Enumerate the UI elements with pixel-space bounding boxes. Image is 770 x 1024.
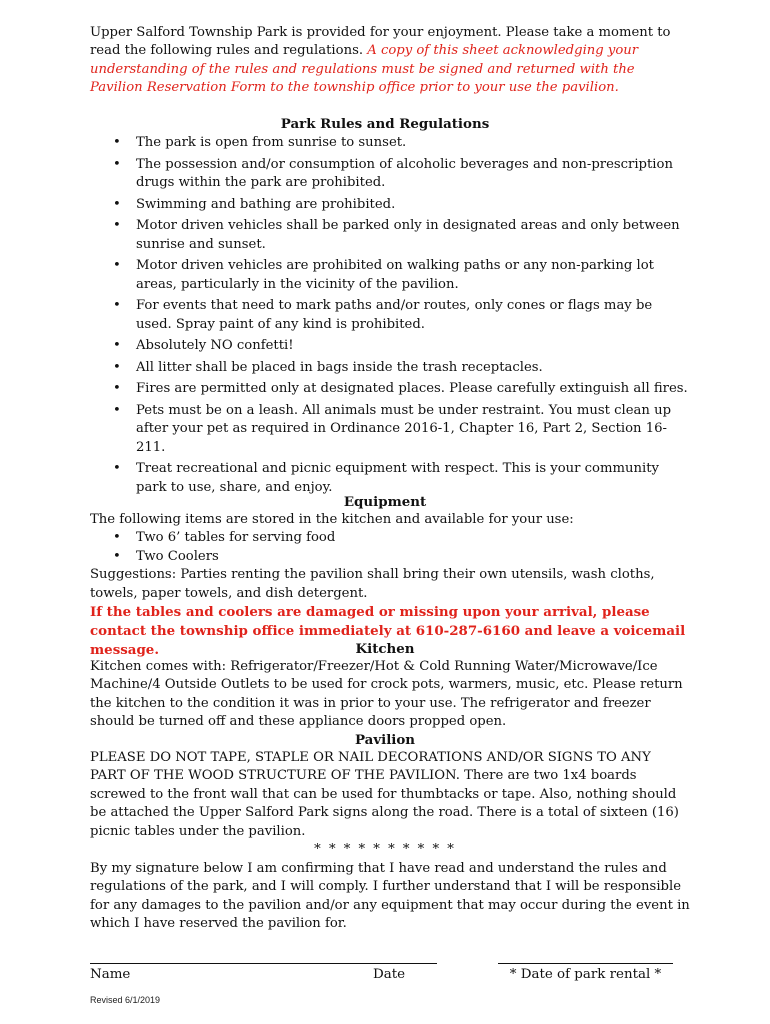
kitchen-heading: Kitchen — [355, 641, 415, 657]
separator-stars: * * * * * * * * * * — [314, 842, 456, 857]
equipment-section — [90, 511, 690, 660]
rule-item: • All litter shall be placed in bags inside the trash receptacles. — [90, 359, 690, 377]
equipment-item: • Two 6’ tables for serving food — [90, 529, 690, 547]
name-label: Name — [90, 967, 131, 982]
rule-item: • The park is open from sunrise to sunset. — [90, 134, 690, 152]
rental-date-label: * Date of park rental * — [509, 967, 662, 982]
rule-item: • Pets must be on a leash. All animals must be under restraint. You must clean up after your pet as required in Ordinance 2016-1, Chapter 16, Part 2, Section 16-211. — [90, 402, 690, 457]
rules-heading: Park Rules and Regulations — [280, 116, 490, 132]
rental-date-signature-line — [498, 963, 673, 964]
equipment-heading: Equipment — [343, 494, 427, 510]
intro-notice: A copy of this sheet acknowledging your understanding of the rules and regulations must be signed and returned with the Pavilion Reservation Form to the township office prior to your use the pavilion. — [90, 43, 639, 96]
acknowledgement-text: By my signature below I am confirming that I have read and understand the rules and regulations of the park, and I will comply. I further understand that I will be responsible for any damages to the pavilion and/or any equipment that may occur during the event in which I have reserved the pavilion for. — [90, 861, 690, 932]
rule-item: • Swimming and bathing are prohibited. — [90, 196, 690, 214]
rule-item: • Fires are permitted only at designated places. Please carefully extinguish all fires. — [90, 380, 690, 398]
rule-item: • Absolutely NO confetti! — [90, 337, 690, 355]
name-date-signature-line — [90, 963, 437, 964]
equipment-suggestions: Suggestions: Parties renting the pavilion shall bring their own utensils, wash cloths, towels, paper towels, and dish detergent. — [90, 567, 655, 601]
pavilion-text: PLEASE DO NOT TAPE, STAPLE OR NAIL DECORATIONS AND/OR SIGNS TO ANY PART OF THE WOOD STRUCTURE OF THE PAVILION. There are two 1x4 boards screwed to the front wall that can be used for thumbtacks or tape. Also, nothing should be attached the Upper Salford Park signs along the road. There is a total of sixteen (16) picnic tables under the pavilion. — [90, 750, 679, 839]
equipment-warning: If the tables and coolers are damaged or missing upon your arrival, please contact the township office immediately at 610-287-6160 and leave a voicemail message. — [90, 604, 686, 659]
intro-paragraph — [90, 24, 690, 98]
equipment-item: • Two Coolers — [90, 548, 690, 566]
revised-date: Revised 6/1/2019 — [90, 995, 161, 1005]
equipment-list — [90, 529, 690, 566]
pavilion-heading: Pavilion — [354, 732, 416, 748]
equipment-intro: The following items are stored in the kitchen and available for your use: — [90, 512, 574, 527]
intro-lead: Upper Salford Township Park is provided for your enjoyment. Please take a moment to read the following rules and regulations. — [90, 25, 671, 59]
rule-item: • Motor driven vehicles are prohibited on walking paths or any non-parking lot areas, particularly in the vicinity of the pavilion. — [90, 257, 690, 294]
rule-item: • The possession and/or consumption of alcoholic beverages and non-prescription drugs within the park are prohibited. — [90, 156, 690, 193]
kitchen-text: Kitchen comes with: Refrigerator/Freezer/Hot & Cold Running Water/Microwave/Ice Machine/4 Outside Outlets to be used for crock pots, warmers, music, etc. Please return the kitchen to the condition it was in prior to your use. The refrigerator and freezer should be turned off and these appliance doors propped open. — [90, 659, 683, 730]
date-label: Date — [373, 967, 406, 982]
rule-item: • Treat recreational and picnic equipment with respect. This is your community park to use, share, and enjoy. — [90, 460, 690, 497]
rules-list — [90, 134, 690, 500]
rule-item: • Motor driven vehicles shall be parked only in designated areas and only between sunrise and sunset. — [90, 217, 690, 254]
rule-item: • For events that need to mark paths and/or routes, only cones or flags may be used. Spray paint of any kind is prohibited. — [90, 297, 690, 334]
